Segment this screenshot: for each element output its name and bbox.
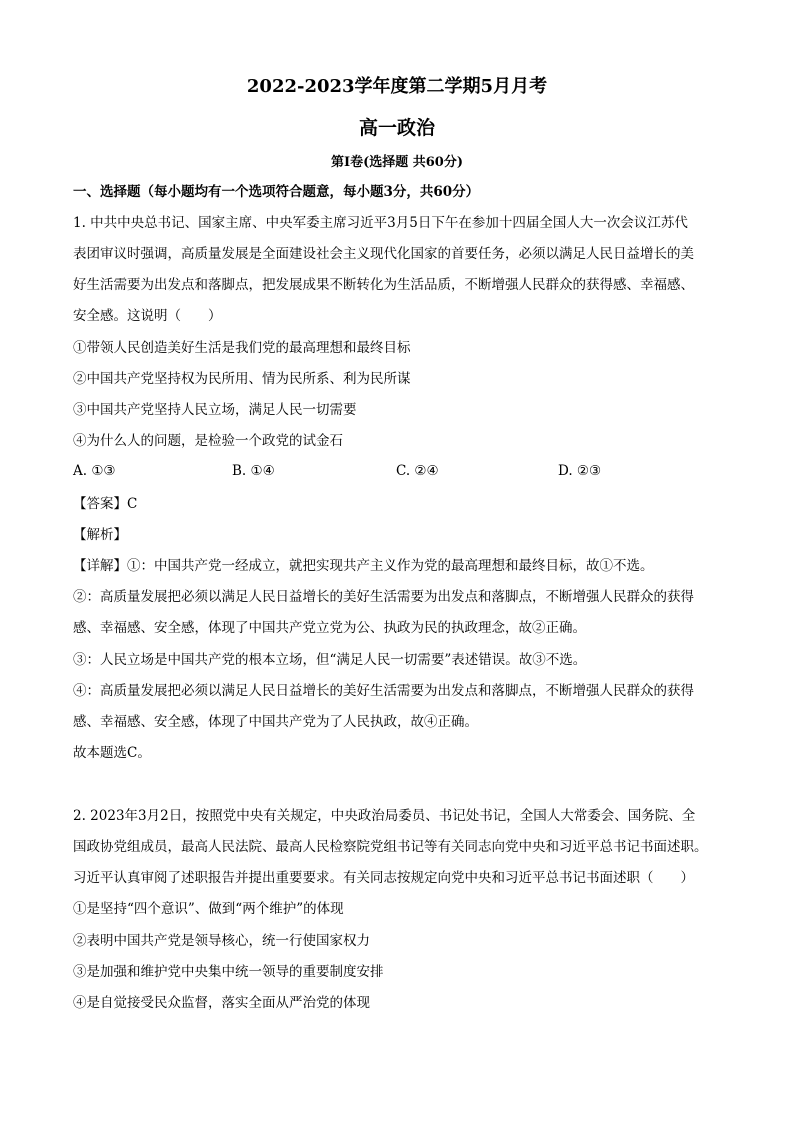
q1-stem-line: 安全感。这说明（ ） <box>73 308 222 324</box>
q1-option-a: A. ①③ <box>73 463 116 479</box>
q1-stem-line: 表团审议时强调，高质量发展是全面建设社会主义现代化国家的首要任务，必须以满足人民日益增长的美 <box>73 246 694 262</box>
q1-analysis-label: 【解析】 <box>73 527 127 543</box>
q1-stem-line: 好生活需要为出发点和落脚点，把发展成果不断转化为生活品质，不断增强人民群众的获得感、幸福感、 <box>73 277 694 293</box>
q1-statement: ④为什么人的问题，是检验一个政党的试金石 <box>73 433 343 449</box>
q2-statement: ③是加强和维护党中央集中统一领导的重要制度安排 <box>73 964 384 980</box>
q1-stem-line: 1. 中共中央总书记、国家主席、中央军委主席习近平3月5日下午在参加十四届全国人大一次会议江苏代 <box>73 215 688 231</box>
q2-statement: ②表明中国共产党是领导核心，统一行使国家权力 <box>73 933 370 949</box>
q1-detail-line: ④：高质量发展把必须以满足人民日益增长的美好生活需要为出发点和落脚点，不断增强人民群众的获得 <box>73 683 694 699</box>
q1-detail-line: 【详解】①：中国共产党一经成立，就把实现共产主义作为党的最高理想和最终目标，故①不选。 <box>73 558 654 574</box>
q2-stem-line: 2. 2023年3月2日，按照党中央有关规定，中央政治局委员、书记处书记，全国人大常委会、国务院、全 <box>73 808 696 824</box>
q1-option-d: D. ②③ <box>558 463 602 479</box>
q2-statement: ④是自觉接受民众监督，落实全面从严治党的体现 <box>73 995 370 1011</box>
q1-answer: 【答案】C <box>73 496 138 512</box>
q1-conclusion: 故本题选C。 <box>73 745 151 761</box>
volume-heading: 第Ⅰ卷(选择题 共60分) <box>331 155 463 170</box>
q2-stem-line: 国政协党组成员，最高人民法院、最高人民检察院党组书记等有关同志向党中央和习近平总书记书面述职。 <box>73 839 708 855</box>
q1-statement: ③中国共产党坚持人民立场，满足人民一切需要 <box>73 402 357 418</box>
exam-subject: 高一政治 <box>358 117 435 139</box>
q1-detail-line: ②：高质量发展把必须以满足人民日益增长的美好生活需要为出发点和落脚点，不断增强人民群众的获得 <box>73 589 694 605</box>
section-heading: 一、选择题（每小题均有一个选项符合题意，每小题3分，共60分） <box>73 184 480 200</box>
q1-statement: ②中国共产党坚持权为民所用、情为民所系、利为民所谋 <box>73 371 411 387</box>
q2-stem-line: 习近平认真审阅了述职报告并提出重要要求。有关同志按规定向党中央和习近平总书记书面述职（ ） <box>73 870 694 886</box>
q1-detail-line: 感、幸福感、安全感，体现了中国共产党立党为公、执政为民的执政理念，故②正确。 <box>73 620 586 636</box>
q1-detail-line: 感、幸福感、安全感，体现了中国共产党为了人民执政，故④正确。 <box>73 714 478 730</box>
q1-detail-line: ③：人民立场是中国共产党的根本立场，但“满足人民一切需要”表述错误。故③不选。 <box>73 652 587 668</box>
exam-title: 2022-2023学年度第二学期5月月考 <box>246 76 548 97</box>
q1-option-c: C. ②④ <box>396 463 439 479</box>
q1-statement: ①带领人民创造美好生活是我们党的最高理想和最终目标 <box>73 340 411 356</box>
q2-statement: ①是坚持“四个意识”、做到“两个维护”的体现 <box>73 901 344 917</box>
q1-option-b: B. ①④ <box>232 463 275 479</box>
